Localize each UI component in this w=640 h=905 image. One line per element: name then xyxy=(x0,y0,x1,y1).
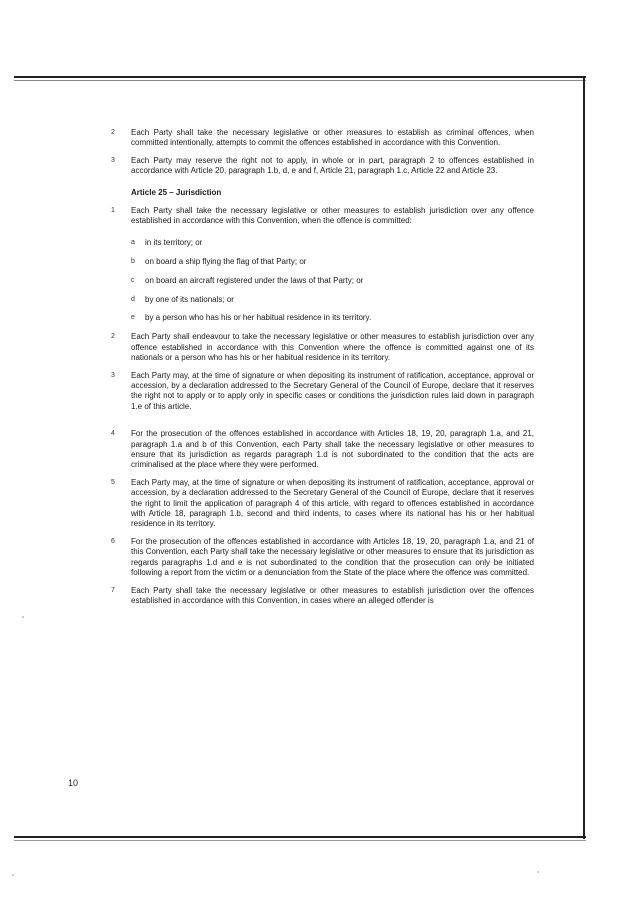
paragraph-number: 2 xyxy=(111,333,115,341)
paragraph-text: Each Party may, at the time of signature or when depositing its instrument of ratification, acceptance, approval or accession, by a declaration addressed to the Secretary General of the Council of Europe, declare that it reserves the right to limit the application of paragraph 4 of this article, with regard to offences established in accordance with Article 18, paragraph 1.b, second and third indents, to cases where its national has his or her habitual residence in its territory. xyxy=(131,477,534,529)
paragraph xyxy=(106,478,534,530)
paragraph-number: 6 xyxy=(111,537,115,545)
paragraph-text: Each Party may, at the time of signature or when depositing its instrument of ratification, acceptance, approval or accession, by a declaration addressed to the Secretary General of the Council of Europe, declare that it reserves the right not to apply or to apply only in specific cases or conditions the jurisdiction rules laid down in paragraph 1.e of this article. xyxy=(131,370,534,411)
page-border-bottom xyxy=(14,836,586,838)
page-border-top xyxy=(14,76,586,78)
paragraph xyxy=(106,537,534,579)
list-item xyxy=(106,257,534,267)
list-item xyxy=(106,313,534,323)
paragraph-number: 3 xyxy=(111,156,115,164)
jurisdiction-list xyxy=(106,238,534,324)
paragraph-text: For the prosecution of the offences established in accordance with Articles 18, 19, 20, paragraph 1.a, and 21 of this Convention, each Party shall take the necessary legislative or other measures to ensure that its jurisdiction as regards paragraphs 1.d and e is not subordinated to the condition that the prosecution can only be initiated following a report from the victim or a denunciation from the State of the place where the offence was committed. xyxy=(131,536,534,578)
paragraph xyxy=(106,332,534,363)
page-border-right xyxy=(583,76,585,839)
paragraph xyxy=(106,156,534,177)
page-number: 10 xyxy=(68,778,79,788)
paragraph xyxy=(106,128,534,149)
paragraph xyxy=(106,429,534,471)
document-body xyxy=(106,128,534,613)
paragraph-text: Each Party may reserve the right not to apply, in whole or in part, paragraph 2 to offences established in accordance with Article 20, paragraph 1.b, d, e and f, Article 21, paragraph 1.c, Article 22 and Article 23. xyxy=(131,155,534,176)
list-item-text: by one of its nationals; or xyxy=(145,294,234,304)
paragraph-text: Each Party shall endeavour to take the necessary legislative or other measures to establish jurisdiction over any offence established in accordance with this Convention where the offence is committed against one of its nationals or a person who has his or her habitual residence in its territory. xyxy=(131,332,534,363)
list-item-text: in its territory; or xyxy=(145,237,203,247)
list-item-text: by a person who has his or her habitual residence in its territory. xyxy=(145,313,372,323)
paragraph-number: 7 xyxy=(111,586,115,594)
paragraph-number: 2 xyxy=(111,129,115,136)
paragraph xyxy=(106,206,534,227)
paragraph-number: 1 xyxy=(111,207,115,215)
list-item-letter: d xyxy=(131,295,135,303)
paragraph-text: Each Party shall take the necessary legislative or other measures to establish jurisdiction over any offence established in accordance with this Convention, when the offence is committed: xyxy=(131,206,534,226)
list-item-letter: c xyxy=(131,276,135,284)
list-item xyxy=(106,295,534,305)
paragraph-text: Each Party shall take the necessary legislative or other measures to establish as criminal offences, when committed intentionally, attempts to commit the offences established in accordance with this Convention. xyxy=(131,128,534,148)
scan-speck xyxy=(22,616,24,618)
list-item-letter: b xyxy=(131,257,135,265)
list-item-letter: a xyxy=(131,238,135,246)
scan-speck xyxy=(12,874,14,876)
page-border-top-inner xyxy=(14,80,586,81)
page-border-bottom-inner xyxy=(14,840,586,841)
paragraph xyxy=(106,371,534,413)
scan-speck xyxy=(537,871,539,873)
paragraph-number: 5 xyxy=(111,478,115,486)
list-item-letter: e xyxy=(131,314,135,322)
list-item xyxy=(106,276,534,286)
paragraph-number: 3 xyxy=(111,371,115,379)
article-heading: Article 25 – Jurisdiction xyxy=(131,187,222,197)
paragraph-number: 4 xyxy=(111,430,115,438)
list-item xyxy=(106,238,534,248)
paragraph-text: For the prosecution of the offences established in accordance with Articles 18, 19, 20, paragraph 1.a, and 21, paragraph 1.a and b of this Convention, each Party shall take the necessary legislative or other measures to ensure that its jurisdiction as regards paragraph 1.d is not subordinated to the condition that the acts are criminalised at the place where they were performed. xyxy=(131,429,534,470)
list-item-text: on board an aircraft registered under the laws of that Party; or xyxy=(145,275,364,285)
list-item-text: on board a ship flying the flag of that Party; or xyxy=(145,256,307,266)
paragraph xyxy=(106,586,534,607)
paragraph-text: Each Party shall take the necessary legislative or other measures to establish jurisdiction over the offences established in accordance with this Convention, in cases where an alleged offender is xyxy=(131,585,534,605)
